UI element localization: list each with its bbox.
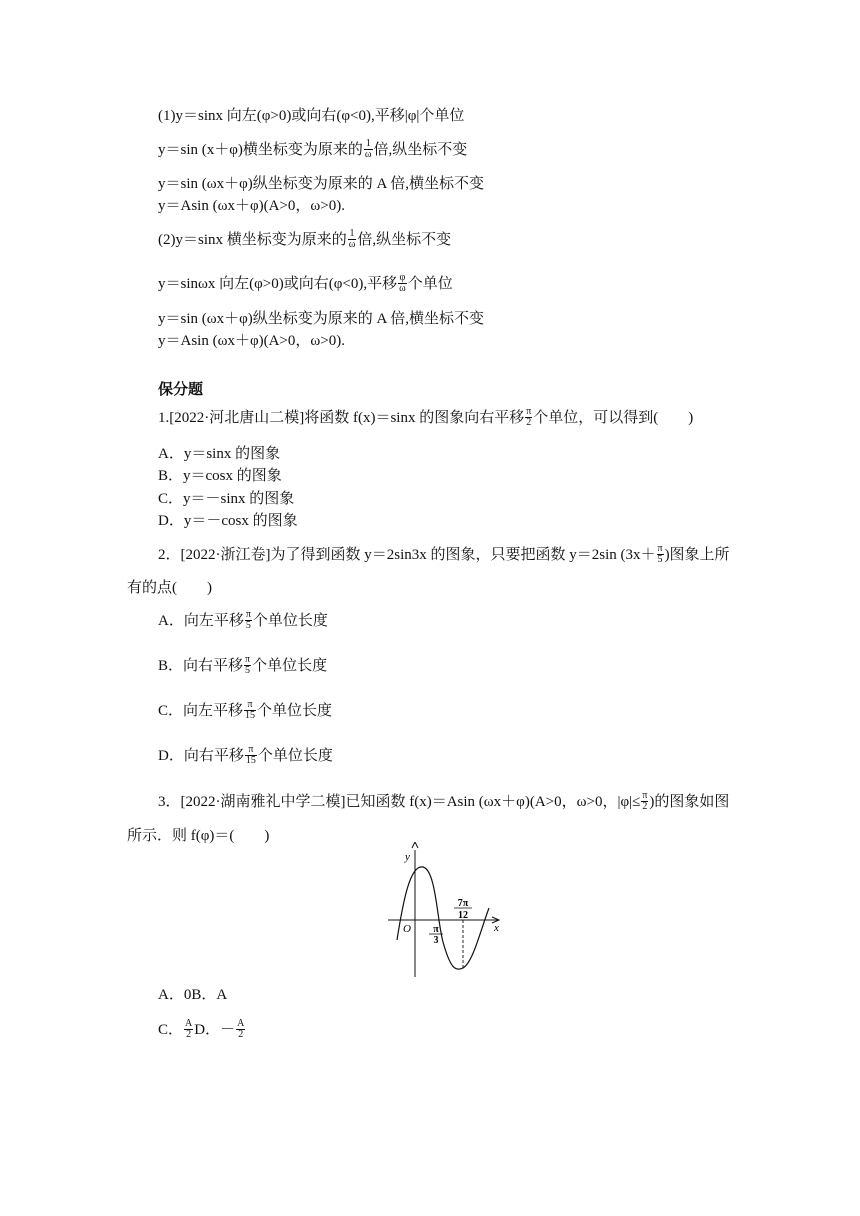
text: )的图象如图: [649, 794, 730, 810]
text: D．－: [194, 1022, 236, 1038]
text: 倍,纵坐标不变: [357, 232, 452, 248]
fraction-den: ω: [348, 239, 356, 251]
fraction-den: ω: [364, 149, 372, 161]
q2-stem-cont: 有的点( ): [127, 580, 212, 596]
fraction: [348, 229, 357, 250]
transform2-line1: [158, 230, 451, 251]
tick-7pi-12-num: 7π: [457, 898, 469, 909]
tick-7pi-12-den: 12: [458, 910, 468, 921]
sine-curve: [397, 867, 489, 969]
fraction-num: π: [642, 790, 648, 802]
fraction-num: φ: [399, 272, 406, 284]
fraction: [184, 1019, 193, 1040]
text: 个单位: [407, 276, 453, 292]
fraction: [245, 610, 252, 631]
fraction: [245, 745, 257, 766]
text: A．向左平移: [158, 613, 244, 629]
fraction: [398, 273, 407, 294]
q3-options-cd: [158, 1020, 246, 1041]
fraction: [525, 407, 532, 428]
transform1-line1: (1)y＝sinx 向左(φ>0)或向右(φ<0),平移|φ|个单位: [158, 108, 465, 124]
q1-stem: [158, 408, 693, 429]
q2-option-b: [158, 656, 327, 677]
transform2-line2: [158, 274, 453, 295]
fraction: [657, 544, 664, 565]
tick-pi-3-num: π: [433, 924, 439, 935]
q1-option-d: D．y＝－cosx 的图象: [158, 513, 298, 529]
fraction: [244, 655, 251, 676]
fraction-num: 1: [349, 228, 355, 240]
fraction-num: π: [245, 609, 251, 621]
fraction-num: A: [237, 1018, 245, 1030]
q3-stem: [158, 792, 729, 813]
section-title: 保分题: [158, 381, 204, 398]
origin-label: O: [403, 923, 411, 935]
fraction-num: π: [245, 745, 257, 756]
transform1-line2: [158, 140, 467, 161]
text: 1.[2022·河北唐山二模]将函数 f(x)＝sinx 的图象向右平移: [158, 410, 525, 426]
fraction-den: 2: [238, 1029, 244, 1041]
text: B．向右平移: [158, 658, 244, 674]
fraction-den: 5: [245, 620, 251, 632]
text: C．向左平移: [158, 703, 244, 719]
text: 个单位长度: [252, 658, 328, 674]
text: 3．[2022·湖南雅礼中学二模]已知函数 f(x)＝Asin (ωx＋φ)(A>0，ω>0，|φ|≤: [158, 794, 641, 810]
q1-option-a: A．y＝sinx 的图象: [158, 446, 281, 462]
fraction-den: 15: [245, 710, 256, 722]
text: C．: [158, 1022, 184, 1038]
fraction-den: 15: [245, 755, 256, 767]
text: 个单位长度: [257, 748, 333, 764]
fraction-den: 5: [657, 554, 663, 566]
fraction: [244, 700, 256, 721]
fraction-num: π: [245, 654, 251, 666]
fraction: [236, 1019, 245, 1040]
function-graph: [385, 842, 505, 980]
q2-stem: [158, 545, 730, 566]
fraction-num: π: [657, 543, 663, 555]
transform1-line3: y＝sin (ωx＋φ)纵坐标变为原来的 A 倍,横坐标不变: [158, 176, 485, 192]
text: y＝sinωx 向左(φ>0)或向右(φ<0),平移: [158, 276, 398, 292]
text: y＝sin (x＋φ)横坐标变为原来的: [158, 142, 363, 158]
tick-pi-3-den: 3: [433, 935, 439, 946]
fraction-num: 1: [365, 138, 371, 150]
text: 倍,纵坐标不变: [373, 142, 468, 158]
transform1-line4: y＝Asin (ωx＋φ)(A>0，ω>0).: [158, 198, 345, 214]
transform2-line3: y＝sin (ωx＋φ)纵坐标变为原来的 A 倍,横坐标不变: [158, 311, 485, 327]
fraction-den: 5: [245, 665, 251, 677]
x-label: x: [494, 922, 499, 934]
transform2-line4: y＝Asin (ωx＋φ)(A>0，ω>0).: [158, 333, 345, 349]
q2-option-a: [158, 611, 328, 632]
text: 2．[2022·浙江卷]为了得到函数 y＝2sin3x 的图象，只要把函数 y＝2sin (3x＋: [158, 547, 656, 563]
text: )图象上所: [664, 547, 730, 563]
q2-option-c: [158, 701, 332, 722]
text: D．向右平移: [158, 748, 244, 764]
fraction-den: 2: [186, 1029, 192, 1041]
fraction-den: 2: [526, 417, 532, 429]
fraction-num: A: [185, 1018, 193, 1030]
text: 个单位长度: [257, 703, 333, 719]
fraction: [641, 791, 648, 812]
text: 个单位长度: [252, 613, 328, 629]
q1-option-c: C．y＝－sinx 的图象: [158, 491, 295, 507]
fraction-num: π: [244, 700, 256, 711]
q3-stem-cont: 所示．则 f(φ)＝( ): [127, 828, 270, 844]
y-label: y: [405, 851, 410, 863]
fraction: [364, 139, 373, 160]
q1-option-b: B．y＝cosx 的图象: [158, 468, 282, 484]
fraction-num: π: [526, 406, 532, 418]
text: 个单位，可以得到( ): [533, 410, 694, 426]
q2-option-d: [158, 746, 333, 767]
fraction-den: ω: [399, 283, 406, 295]
q3-options-ab: A．0B．A: [158, 987, 228, 1003]
text: (2)y＝sinx 横坐标变为原来的: [158, 232, 347, 248]
y-arrow: [412, 842, 418, 848]
fraction-den: 2: [642, 801, 648, 813]
